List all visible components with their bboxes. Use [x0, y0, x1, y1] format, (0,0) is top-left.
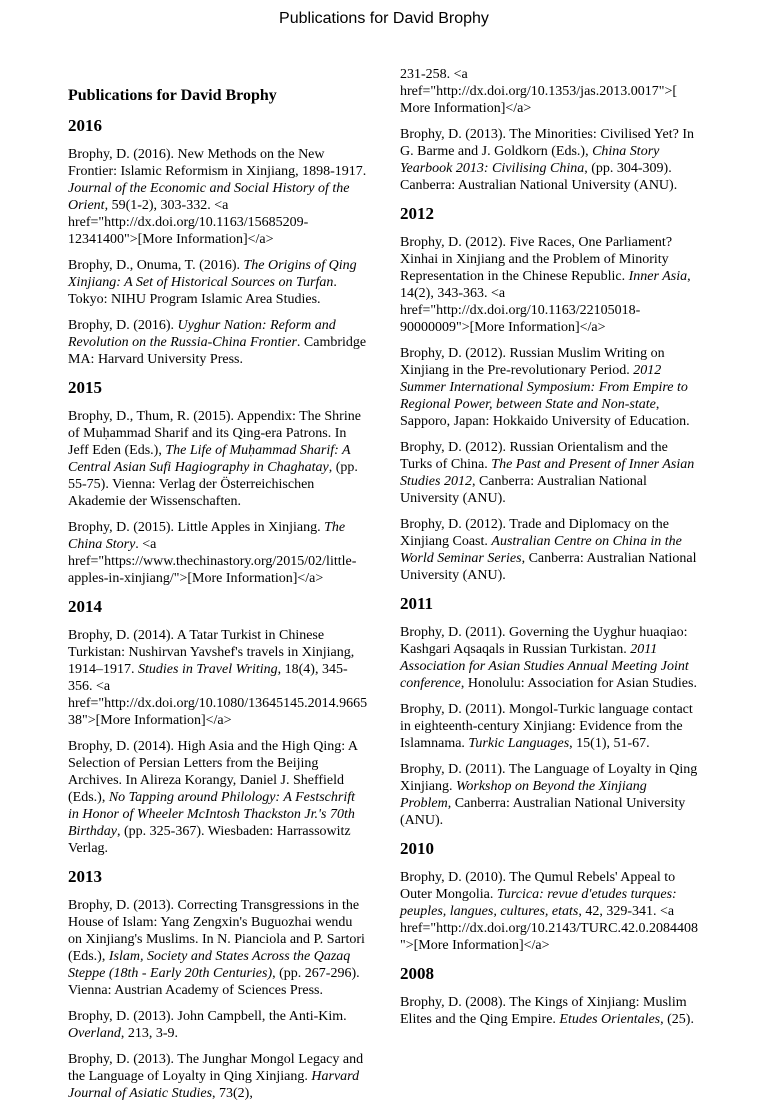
publication-entry: [68, 408, 368, 510]
publication-venue: Islam, Society and States Across the Qazaq Steppe (18th - Early 20th Centuries): [68, 949, 351, 981]
publication-text: , Canberra: Australian National University (ANU).: [400, 474, 647, 506]
publication-text: Brophy, D. (2016). New Methods on the New Frontier: Islamic Reformism in Xinjiang, 1898-1917.: [68, 147, 367, 179]
year-heading: 2010: [400, 839, 434, 858]
publication-entry: [68, 317, 368, 368]
publication-venue: Inner Asia: [628, 269, 688, 284]
publication-entry: [400, 66, 700, 117]
publication-entry: [68, 1051, 368, 1102]
publication-text: Brophy, D. (2014). High Asia and the High Qing: A Selection of Persian Letters from the Beijing Archives. In Alireza Korangy, Daniel J. Sheffield (Eds.),: [68, 739, 358, 805]
publication-text: , 59(1-2), 303-332. <a href="http://dx.doi.org/10.1163/15685209-12341400">[More Information]</a>: [68, 198, 309, 247]
publication-entry: [400, 439, 700, 507]
publication-text: , 18(4), 345-356. <a href="http://dx.doi.org/10.1080/13645145.2014.966538">[More Information]</a>: [68, 662, 368, 728]
publication-text: . <a href="https://www.thechinastory.org/2015/02/little-apples-in-xinjiang/">[More Information]</a>: [68, 537, 357, 586]
publication-text: Brophy, D. (2013). The Junghar Mongol Legacy and the Language of Loyalty in Qing Xinjiang.: [68, 1052, 364, 1084]
publication-text: Brophy, D. (2011). The Language of Loyalty in Qing Xinjiang.: [400, 762, 698, 794]
publication-text: Brophy, D. (2014). A Tatar Turkist in Chinese Turkistan: Nushirvan Yavshef's travels in Xinjiang, 1914–1917.: [68, 628, 355, 677]
publication-text: , 73(2),: [212, 1086, 253, 1101]
publication-entry: [68, 146, 368, 248]
publication-text: , 42, 329-341. <a href="http://dx.doi.org/10.2143/TURC.42.0.2084408">[More Information]</a>: [400, 904, 699, 953]
publication-venue: No Tapping around Philology: A Festschrift in Honor of Wheeler McIntosh Thackston Jr.'s 70th Birthday: [68, 790, 356, 839]
publication-text: , Canberra: Australian National University (ANU).: [400, 796, 686, 828]
publication-text: , (pp. 267-296). Vienna: Austrian Academy of Sciences Press.: [68, 966, 360, 998]
publication-venue: Turcica: revue d'etudes turques: peuples, langues, cultures, etats: [400, 887, 677, 919]
publication-venue: Workshop on Beyond the Xinjiang Problem: [400, 779, 647, 811]
publication-text: , (pp. 325-367). Wiesbaden: Harrassowitz Verlag.: [68, 824, 351, 856]
publication-venue: Journal of the Economic and Social History of the Orient: [68, 181, 350, 213]
year-heading: 2016: [68, 116, 102, 135]
publication-text: Brophy, D., Onuma, T. (2016).: [68, 258, 244, 273]
right-column: [400, 66, 700, 1037]
publication-text: Brophy, D. (2011). Governing the Uyghur huaqiao: Kashgari Aqsaqals in Russian Turkistan.: [400, 625, 688, 657]
publication-entry: [68, 257, 368, 308]
publication-text: , Honolulu: Association for Asian Studies.: [460, 676, 697, 691]
publication-text: , 15(1), 51-67.: [569, 736, 650, 751]
publication-venue: The Past and Present of Inner Asian Studies 2012: [400, 457, 695, 489]
publication-entry: [68, 519, 368, 587]
publication-venue: China Story Yearbook 2013: Civilising China: [400, 144, 660, 176]
year-heading: 2015: [68, 378, 102, 397]
publication-entry: [400, 624, 700, 692]
publication-text: . Cambridge MA: Harvard University Press.: [68, 335, 367, 367]
document-title: Publications for David Brophy: [68, 87, 277, 104]
publication-text: Brophy, D. (2016).: [68, 318, 178, 333]
publication-venue: The China Story: [68, 520, 346, 552]
publication-text: , (25).: [660, 1012, 694, 1027]
publication-entry: [68, 1008, 368, 1042]
publication-entry: [400, 126, 700, 194]
publication-text: Brophy, D. (2013). The Minorities: Civilised Yet? In G. Barme and J. Goldkorn (Eds.),: [400, 127, 694, 159]
publication-text: Brophy, D. (2012). Five Races, One Parliament? Xinhai in Xinjiang and the Problem of Minority Representation in the Chinese Republic.: [400, 235, 673, 284]
publication-text: , (pp. 304-309). Canberra: Australian National University (ANU).: [400, 161, 678, 193]
publication-venue: Uyghur Nation: Reform and Revolution on the Russia-China Frontier: [68, 318, 336, 350]
publication-text: Brophy, D. (2012). Russian Muslim Writing on Xinjiang in the Pre-revolutionary Period.: [400, 346, 665, 378]
publication-text: , Sapporo, Japan: Hokkaido University of Education.: [400, 397, 690, 429]
year-heading: 2011: [400, 594, 434, 613]
publication-text: Brophy, D. (2008). The Kings of Xinjiang: Muslim Elites and the Qing Empire.: [400, 995, 687, 1027]
publication-venue: Turkic Languages: [468, 736, 570, 751]
publication-venue: Etudes Orientales: [559, 1012, 661, 1027]
publication-text: Brophy, D. (2012). Russian Orientalism and the Turks of China.: [400, 440, 668, 472]
publication-venue: Overland: [68, 1026, 121, 1041]
publication-venue: 2012 Summer International Symposium: From Empire to Regional Power, between State and Non-state: [400, 363, 688, 412]
publication-entry: [400, 234, 700, 336]
publication-entry: [400, 516, 700, 584]
publication-venue: The Origins of Qing Xinjiang: A Set of Historical Sources on Turfan: [68, 258, 357, 290]
publication-text: . Tokyo: NIHU Program Islamic Area Studies.: [68, 275, 337, 307]
year-heading: 2008: [400, 964, 434, 983]
publication-venue: Studies in Travel Writing: [138, 662, 278, 677]
publication-text: Brophy, D., Thum, R. (2015). Appendix: The Shrine of Muḥammad Sharif and its Qing-era Patrons. In Jeff Eden (Eds.),: [68, 409, 361, 458]
publication-text: , 213, 3-9.: [120, 1026, 179, 1041]
publication-entry: [400, 701, 700, 752]
year-heading: 2012: [400, 204, 434, 223]
publication-text: Brophy, D. (2012). Trade and Diplomacy on the Xinjiang Coast.: [400, 517, 669, 549]
publication-text: Brophy, D. (2011). Mongol-Turkic language contact in eighteenth-century Xinjiang: Evidence from the Islamnama.: [400, 702, 693, 751]
left-column: [68, 86, 368, 1111]
publication-entry: [68, 738, 368, 857]
year-heading: 2013: [68, 867, 102, 886]
publication-venue: The Life of Muḥammad Sharif: A Central Asian Sufi Hagiography in Chaghatay: [68, 443, 351, 475]
year-heading: 2014: [68, 597, 102, 616]
publication-entry: [68, 627, 368, 729]
publication-entry: [68, 897, 368, 999]
publication-text: Brophy, D. (2010). The Qumul Rebels' Appeal to Outer Mongolia.: [400, 870, 676, 902]
publication-text: Brophy, D. (2015). Little Apples in Xinjiang.: [68, 520, 325, 535]
publication-venue: Australian Centre on China in the World Seminar Series: [400, 534, 682, 566]
publication-entry: [400, 994, 700, 1028]
publication-venue: 2011 Association for Asian Studies Annual Meeting Joint conference: [400, 642, 689, 691]
publication-venue: Harvard Journal of Asiatic Studies: [68, 1069, 360, 1101]
publication-entry: [400, 761, 700, 829]
publication-text: 231-258. <a href="http://dx.doi.org/10.1353/jas.2013.0017">[ More Information]</a>: [400, 67, 677, 116]
publication-text: Brophy, D. (2013). Correcting Transgressions in the House of Islam: Yang Zengxin's Buguozhai wendu on Xinjiang's Muslims. In N. Pianciola and P. Sartori (Eds.),: [68, 898, 365, 964]
publication-text: , Canberra: Australian National University (ANU).: [400, 551, 697, 583]
publication-text: , (pp. 55-75). Vienna: Verlag der Österreichischen Akademie der Wissenschaften.: [68, 460, 358, 509]
publication-entry: [400, 869, 700, 954]
page-header: Publications for David Brophy: [279, 10, 489, 27]
publication-text: Brophy, D. (2013). John Campbell, the Anti-Kim.: [68, 1009, 347, 1024]
publication-entry: [400, 345, 700, 430]
publication-text: , 14(2), 343-363. <a href="http://dx.doi.org/10.1163/22105018-90000009">[More Information]</a>: [400, 269, 691, 335]
